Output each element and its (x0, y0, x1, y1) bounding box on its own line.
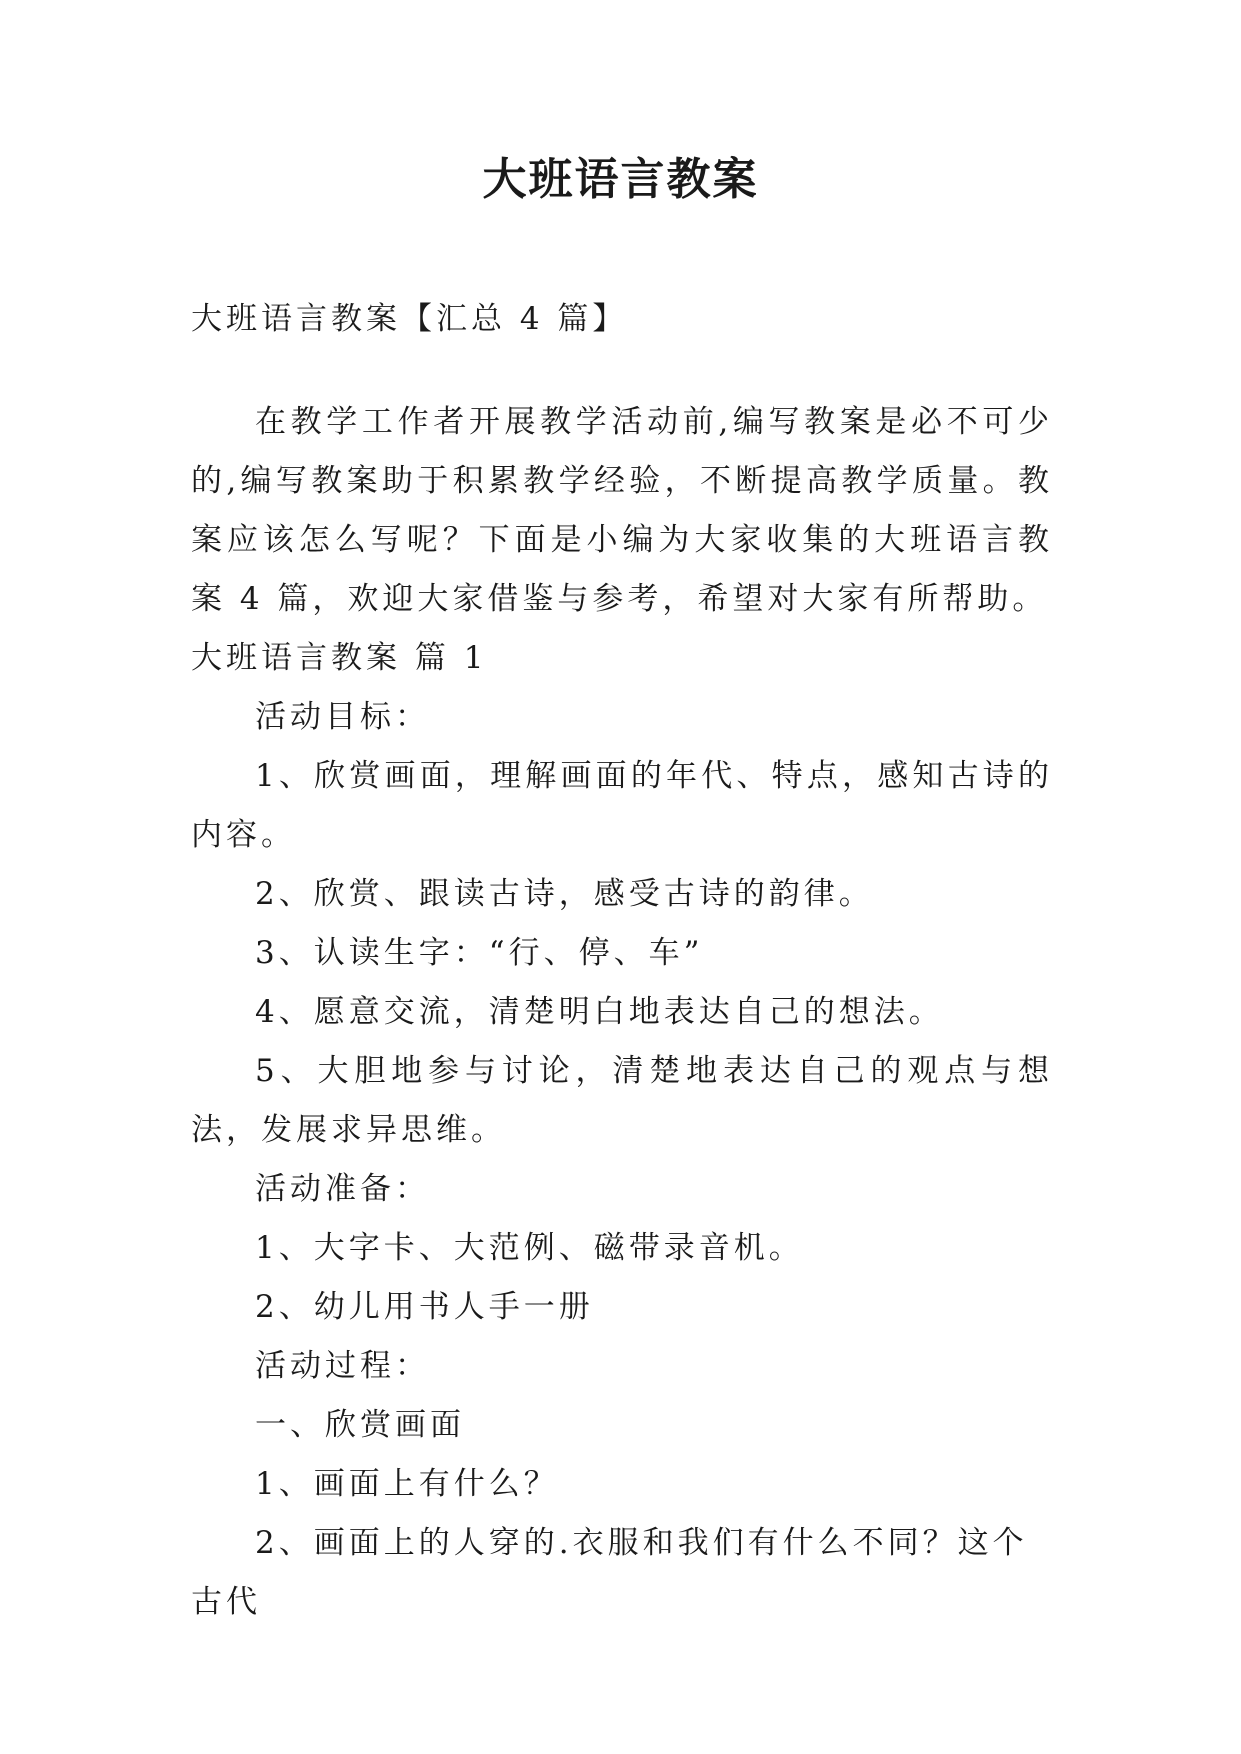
paragraph-preparation-heading: 活动准备： (255, 1171, 430, 1207)
paragraph-goal-1: 1、欣赏画面，理解画面的年代、特点，感知古诗的内容。 (191, 758, 1053, 853)
paragraph-preparation-2: 2、幼儿用书人手一册 (255, 1289, 594, 1325)
paragraph-step-1-heading: 一、欣赏画面 (255, 1407, 465, 1443)
document-title: 大班语言教案 (482, 154, 759, 205)
paragraph-preparation-1: 1、大字卡、大范例、磁带录音机。 (255, 1230, 804, 1266)
paragraph-activity-goals-heading: 活动目标： (255, 699, 430, 735)
document-subtitle: 大班语言教案【汇总 4 篇】 (191, 301, 628, 337)
paragraph-goal-4: 4、愿意交流，清楚明白地表达自己的想法。 (255, 994, 944, 1030)
paragraph-goal-2: 2、欣赏、跟读古诗，感受古诗的韵律。 (255, 876, 874, 912)
section-heading: 大班语言教案 篇 1 (191, 640, 488, 676)
document-body (191, 290, 1053, 1632)
paragraph-goal-5: 5、大胆地参与讨论，清楚地表达自己的观点与想法，发展求异思维。 (191, 1053, 1053, 1148)
paragraph-process-heading: 活动过程： (255, 1348, 430, 1384)
paragraph-step-1-question-1: 1、画面上有什么？ (255, 1466, 559, 1502)
paragraph-step-1-question-2: 2、画面上的人穿的.衣服和我们有什么不同？这个古代 (191, 1525, 1028, 1620)
paragraph-goal-3: 3、认读生字：“行、停、车” (255, 935, 704, 971)
intro-paragraph: 在教学工作者开展教学活动前,编写教案是必不可少的,编写教案助于积累教学经验，不断提高教学质量。教案应该怎么写呢？下面是小编为大家收集的大班语言教案 4 篇，欢迎大家借鉴与参考，希望对大家有所帮助。 (191, 404, 1053, 617)
